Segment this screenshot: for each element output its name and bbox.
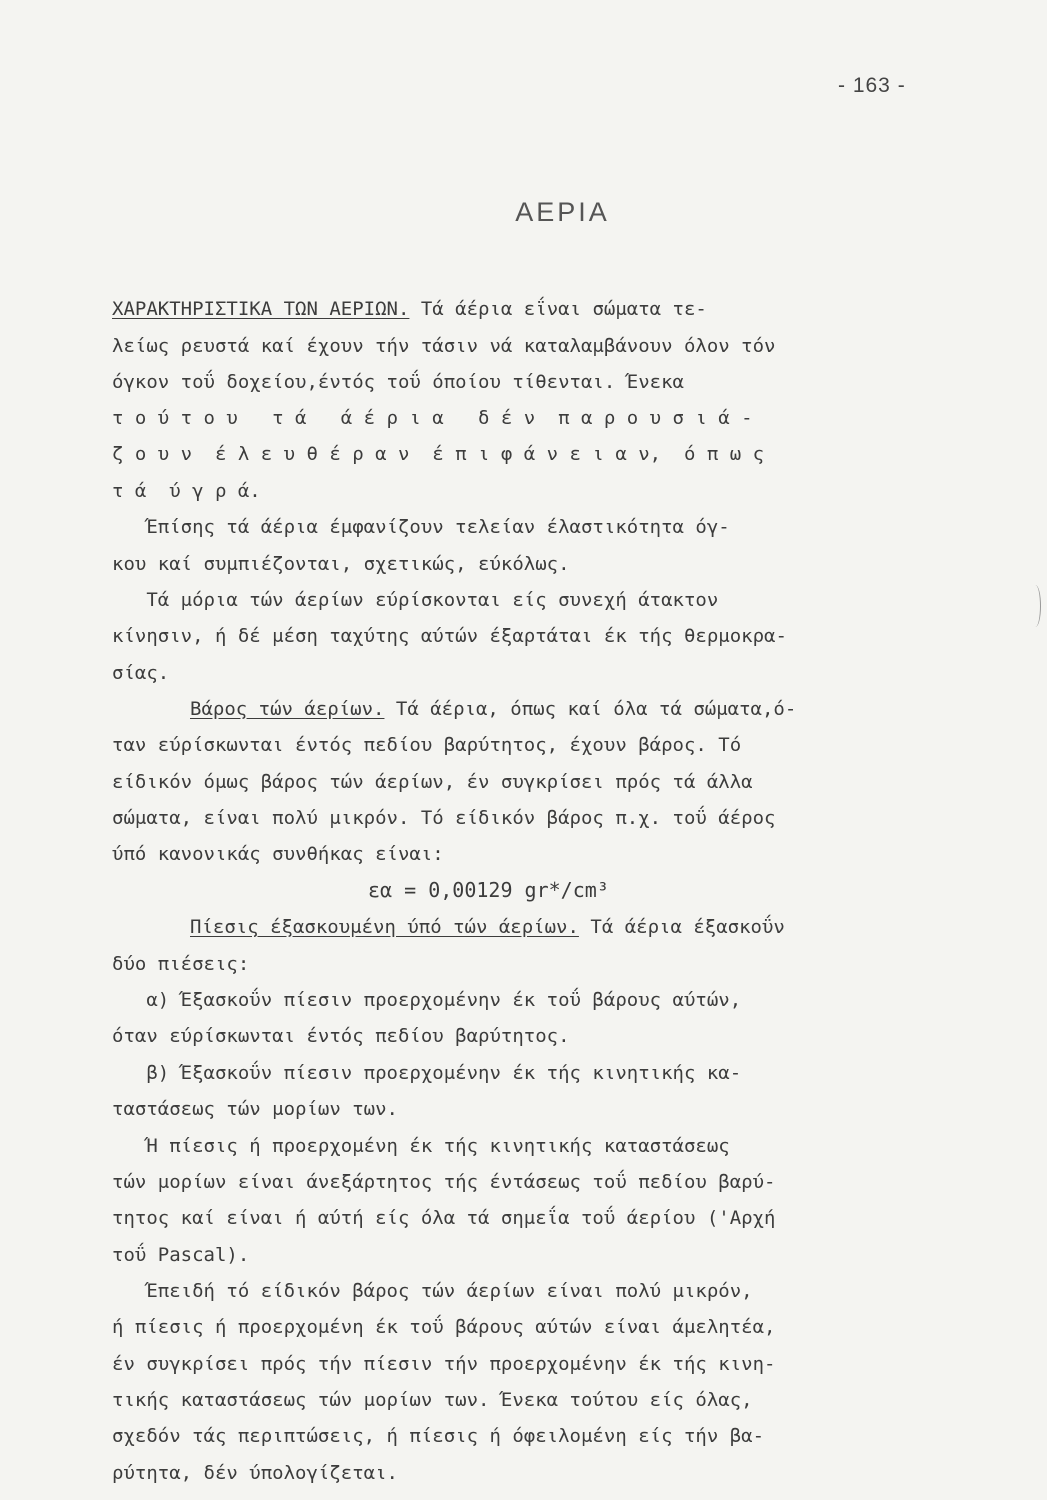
paragraph-line [190, 914, 785, 940]
section-heading: Βάρος τών άερίων. [190, 698, 385, 720]
paragraph-line: ύπό κανονικάς συνθήκας είναι: [112, 843, 444, 865]
page-title: ΑΕΡΙΑ [515, 197, 610, 227]
paragraph-line: όγκον τοΰ δοχείου,έντός τοΰ όποίου τίθενται. Ένεκα [112, 371, 684, 393]
list-item-line: όταν εύρίσκωνται έντός πεδίου βαρύτητος. [112, 1025, 570, 1047]
text-run: Τά άέρια εΐναι σώματα τε- [409, 298, 707, 320]
paragraph-line: Έπίσης τά άέρια έμφανίζουν τελείαν έλαστικότητα όγ- [112, 516, 730, 538]
paragraph-line [190, 696, 796, 722]
section-heading: Πίεσις έξασκουμένη ύπό τών άερίων. [190, 916, 579, 938]
paragraph-line: τ ο ύ τ ο υ τ ά ά έ ρ ι α δ έ ν π α ρ ο υ σ ι ά - [112, 407, 753, 429]
formula: εα = 0,00129 gr*/cm³ [368, 878, 609, 902]
section-heading: ΧΑΡΑΚΤΗΡΙΣΤΙΚΑ ΤΩΝ ΑΕΡΙΩΝ. [112, 298, 410, 320]
paragraph-line: έν συγκρίσει πρός τήν πίεσιν τήν προερχομένην έκ τής κινη- [112, 1353, 776, 1375]
paragraph-line: Τά μόρια τών άερίων εύρίσκονται είς συνεχή άτακτον [112, 589, 719, 611]
text-run: Τά άέρια έξασκοΰν [578, 916, 785, 938]
paragraph-line: κίνησιν, ή δέ μέση ταχύτης αύτών έξαρτάται έκ τής θερμοκρα- [112, 625, 787, 647]
paragraph-line: σχεδόν τάς περιπτώσεις, ή πίεσις ή όφειλομένη είς τήν βα- [112, 1425, 765, 1447]
paragraph-line: τητος καί είναι ή αύτή είς όλα τά σημεΐα τοΰ άερίου ('Αρχή [112, 1207, 776, 1229]
paragraph-line: τικής καταστάσεως τών μορίων των. Ένεκα τούτου είς όλας, [112, 1389, 753, 1411]
paragraph-line: τών μορίων είναι άνεξάρτητος τής έντάσεως τοΰ πεδίου βαρύ- [112, 1171, 776, 1193]
paragraph-line: δύο πιέσεις: [112, 953, 250, 975]
paragraph-line: ή πίεσις ή προερχομένη έκ τοΰ βάρους αύτών είναι άμελητέα, [112, 1316, 776, 1338]
list-item-line: α) Έξασκοΰν πίεσιν προερχομένην έκ τοΰ βάρους αύτών, [112, 989, 742, 1011]
paragraph-line: ζ ο υ ν έ λ ε υ θ έ ρ α ν έ π ι φ ά ν ε ι α ν, ό π ω ς [112, 443, 765, 465]
paragraph-line: τ ά ύ γ ρ ά. [112, 480, 261, 502]
list-item-line: β) Έξασκοΰν πίεσιν προερχομένην έκ τής κινητικής κα- [112, 1062, 742, 1084]
paragraph-line: σώματα, είναι πολύ μικρόν. Τό είδικόν βάρος π.χ. τοΰ άέρος [112, 807, 776, 829]
paragraph-line: τοΰ Pascal). [112, 1244, 250, 1266]
paragraph-line: ταν εύρίσκωνται έντός πεδίου βαρύτητος, έχουν βάρος. Τό [112, 734, 742, 756]
paragraph-line: Ή πίεσις ή προερχομένη έκ τής κινητικής καταστάσεως [112, 1135, 730, 1157]
paragraph-line: ρύτητα, δέν ύπολογίζεται. [112, 1462, 398, 1484]
paragraph-line: είδικόν όμως βάρος τών άερίων, έν συγκρίσει πρός τά άλλα [112, 771, 753, 793]
margin-mark [1030, 585, 1041, 627]
paragraph-line [112, 296, 707, 322]
paragraph-line: κου καί συμπιέζονται, σχετικώς, εύκόλως. [112, 553, 570, 575]
text-run: Τά άέρια, όπως καί όλα τά σώματα,ό- [384, 698, 797, 720]
paragraph-line: Έπειδή τό είδικόν βάρος τών άερίων είναι πολύ μικρόν, [112, 1280, 753, 1302]
page-number: - 163 - [838, 74, 906, 97]
list-item-line: ταστάσεως τών μορίων των. [112, 1098, 398, 1120]
paragraph-line: σίας. [112, 662, 170, 684]
paragraph-line: λείως ρευστά καί έχουν τήν τάσιν νά καταλαμβάνουν όλον τόν [112, 335, 776, 357]
